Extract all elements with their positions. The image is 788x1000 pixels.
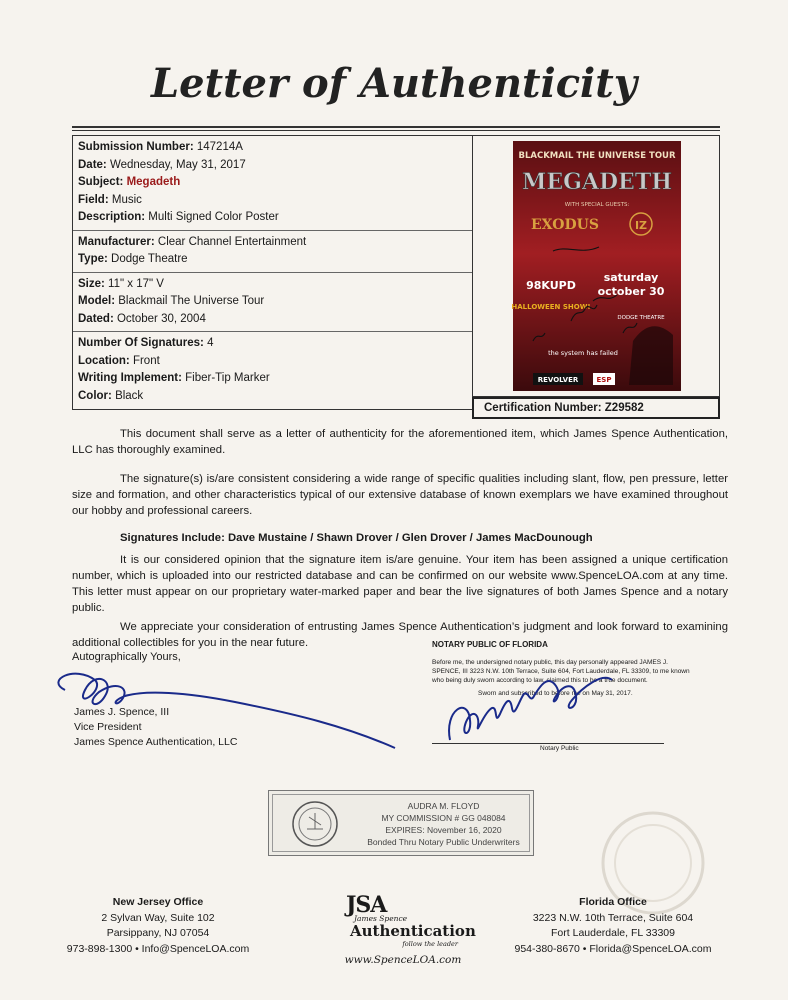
fl-office-address-2: Fort Lauderdale, FL 33309 <box>551 927 675 939</box>
details-group-signatures <box>73 332 472 408</box>
certification-number: Z29582 <box>604 402 644 414</box>
paragraph-consistency: The signature(s) is/are consistent considering a wide range of specific qualities including slant, flow, pen pressure, letter size and formation, and other characteristics typical of our extensive database of known exemplars we have examined throughout our hobby and professional careers. <box>72 473 728 517</box>
florida-seal-icon <box>287 799 343 849</box>
details-group-manufacturer <box>73 231 472 273</box>
detail-row-model: Model: Blackmail The Universe Tour <box>78 295 265 307</box>
jsa-logo-sub: James Spence <box>354 914 408 923</box>
florida-office <box>493 895 733 957</box>
poster-image <box>513 141 681 391</box>
details-group-item <box>73 136 472 231</box>
poster-tour-title: BLACKMAIL THE UNIVERSE TOUR <box>518 151 676 161</box>
detail-row-manufacturer: Manufacturer: Clear Channel Entertainment <box>78 235 307 248</box>
stamp-bonded: Bonded Thru Notary Public Underwriters <box>367 837 520 847</box>
poster-tagline: the system has failed <box>548 349 618 357</box>
nj-office-address-2: Parsippany, NJ 07054 <box>106 927 210 939</box>
notary-stamp-text <box>361 800 526 848</box>
detail-row-description: Description: Multi Signed Color Poster <box>78 211 279 223</box>
detail-row-dated: Dated: October 30, 2004 <box>78 312 206 325</box>
signatures-included: Signatures Include: Dave Mustaine / Shawn Drover / Glen Drover / James MacDounough <box>120 532 593 544</box>
notary-signature <box>432 690 662 750</box>
detail-row-type: Type: Dodge Theatre <box>78 253 188 265</box>
detail-row-color: Color: Black <box>78 389 144 402</box>
paragraph-intro: This document shall serve as a letter of authenticity for the aforementioned item, which James Spence Authentication, LLC has thoroughly examined. <box>72 428 728 456</box>
notary-sworn-date: Sworn and subscribed to before me on May 31, 2017. <box>478 690 633 697</box>
page-title: Letter of Authenticity <box>151 60 637 107</box>
item-photo-frame <box>472 135 720 397</box>
jsa-website: www.SpenceLOA.com <box>344 954 462 966</box>
title-rule <box>72 126 720 128</box>
embossed-seal-inner <box>615 825 691 901</box>
poster-sponsor-2: ESP <box>596 376 612 384</box>
stamp-commission: MY COMMISSION # GG 048084 <box>381 813 506 823</box>
nj-office-contact: 973-898-1300 • Info@SpenceLOA.com <box>66 942 250 955</box>
detail-row-date: Date: Wednesday, May 31, 2017 <box>78 158 246 171</box>
poster-guest-2: IZ <box>634 219 648 232</box>
certification-box <box>472 397 720 419</box>
stamp-expiry: EXPIRES: November 16, 2020 <box>385 825 502 835</box>
paragraph-appreciation: We appreciate your consideration of entrusting James Spence Authentication’s judgment and look forward to examining additional collectibles for you in the near future. <box>72 621 728 649</box>
jsa-logo <box>338 892 476 966</box>
poster-band-name: MEGADETH <box>522 169 672 195</box>
poster-show-name: HALLOWEEN SHOW! <box>511 303 591 311</box>
closing-text: Autographically Yours, <box>72 651 181 663</box>
paragraph-opinion: It is our considered opinion that the signature item is/are genuine. Your item has been assigned a unique certification number, which is uploaded into our restricted database and can be confirmed on our website www.SpenceLOA.com at any time. This letter must appear on our proprietary water-marked paper and bear the live signatures of both James Spence and a notary public. <box>72 554 728 614</box>
poster-date: october 30 <box>597 285 665 298</box>
title-rule-thin <box>72 130 720 131</box>
stamp-name: AUDRA M. FLOYD <box>407 801 480 811</box>
notary-statement: Before me, the undersigned notary public, this day personally appeared JAMES J. SPENCE, III 3223 N.W. 10th Terrace, Suite 604, Fort Lauderdale, FL 33309, to me known who being duly sworn according to law, claimed this to be a true document. <box>432 659 690 684</box>
detail-row-implement: Writing Implement: Fiber-Tip Marker <box>78 372 270 384</box>
notary-stamp <box>268 790 534 856</box>
details-group-size <box>73 273 472 333</box>
nj-office-heading: New Jersey Office <box>112 896 204 908</box>
poster-radio-logo: 98KUPD <box>526 279 576 292</box>
letter-body <box>72 426 728 664</box>
item-details-table <box>72 135 472 410</box>
signer-block <box>74 705 237 750</box>
detail-row-subject: Subject: Megadeth <box>78 176 181 188</box>
jsa-logo-tagline: follow the leader <box>402 940 458 948</box>
detail-row-count: Number Of Signatures: 4 <box>78 337 214 349</box>
poster-venue: DODGE THEATRE <box>617 315 665 321</box>
notary-signature-line <box>432 743 664 744</box>
poster-guest-1: EXODUS <box>531 217 599 233</box>
nj-office-address-1: 2 Sylvan Way, Suite 102 <box>101 911 215 924</box>
notary-label: Notary Public <box>540 745 579 752</box>
fl-office-heading: Florida Office <box>579 896 647 908</box>
poster-guests-label: WITH SPECIAL GUESTS: <box>564 202 630 208</box>
detail-row-field: Field: Music <box>78 193 142 206</box>
signer-company: James Spence Authentication, LLC <box>74 736 238 748</box>
detail-row-location: Location: Front <box>78 354 160 367</box>
notary-heading: NOTARY PUBLIC OF FLORIDA <box>432 640 548 649</box>
poster-day: saturday <box>603 271 659 284</box>
detail-row-size: Size: 11" x 17" V <box>78 277 164 290</box>
signer-title: Vice President <box>74 721 142 733</box>
fl-office-address-1: 3223 N.W. 10th Terrace, Suite 604 <box>532 911 694 924</box>
certification-label: Certification Number: <box>484 402 602 414</box>
new-jersey-office <box>58 895 258 957</box>
jsa-logo-mark: JSA <box>346 892 387 918</box>
poster-sponsor-1: REVOLVER <box>537 376 579 384</box>
detail-row-submission: Submission Number: 147214A <box>78 141 243 153</box>
signer-name: James J. Spence, III <box>74 706 170 718</box>
notary-signature-stroke <box>449 678 612 740</box>
jsa-logo-name: Authentication <box>350 922 476 940</box>
fl-office-contact: 954-380-8670 • Florida@SpenceLOA.com <box>514 942 712 955</box>
